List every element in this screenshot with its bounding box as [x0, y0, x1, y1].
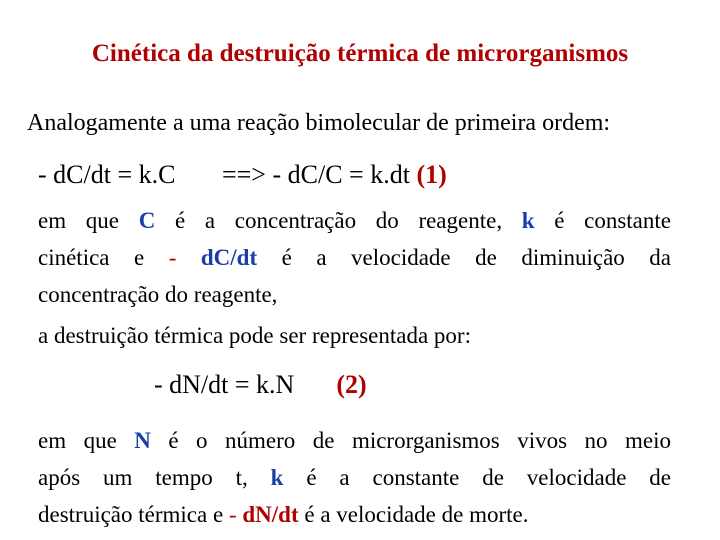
para3-text: destruição térmica e: [38, 502, 229, 527]
para3-text: é o número de microrganismos vivos no meio: [150, 428, 671, 453]
eq1-arrow: ==>: [221, 160, 266, 189]
var-k: k: [521, 208, 535, 233]
para1-space: [176, 245, 201, 270]
rate-dn-dt: dN/dt: [242, 502, 299, 527]
rate-dc-dt: dC/dt: [200, 245, 258, 270]
eq1-right-prefix: - d: [272, 160, 301, 189]
equation-2: [154, 370, 367, 400]
para3-text: em que: [38, 428, 135, 453]
para1-text: é a concentração do reagente,: [155, 208, 522, 233]
minus-sign: -: [168, 245, 177, 270]
para1-text: em que: [38, 208, 139, 233]
var-k: k: [270, 465, 284, 490]
var-n: N: [134, 428, 151, 453]
para1-text: é a velocidade de diminuição da: [257, 245, 671, 270]
para1-line-1: [38, 202, 671, 239]
para1-line-3: concentração do reagente,: [38, 282, 278, 307]
paragraph-1: [38, 202, 671, 313]
eq1-left-prefix: - d: [38, 160, 67, 189]
eq1-right: C/C = k.dt: [300, 160, 410, 189]
para3-text: é a velocidade de morte.: [298, 502, 529, 527]
para1-line-2: [38, 239, 671, 276]
minus-sign: -: [228, 502, 237, 527]
para3-text: é a constante de velocidade de: [283, 465, 671, 490]
para2-line: a destruição térmica pode ser representada por:: [38, 323, 471, 348]
para3-line-3: [38, 496, 671, 533]
para1-text: é constante: [534, 208, 671, 233]
slide-title: Cinética da destruição térmica de microrganismos: [91, 40, 629, 67]
eq1-number: (1): [416, 160, 447, 189]
para3-text: após um tempo t,: [38, 465, 271, 490]
eq2-number: (2): [336, 370, 367, 399]
para3-line-2: [38, 459, 671, 496]
paragraph-2: [38, 317, 671, 354]
para3-line-1: [38, 422, 671, 459]
intro-text: Analogamente a uma reação bimolecular de primeira ordem:: [27, 110, 611, 136]
para1-text: cinética e: [38, 245, 169, 270]
equation-1: [38, 160, 447, 190]
eq1-left: C/dt = k.C: [66, 160, 176, 189]
var-c: C: [138, 208, 156, 233]
eq2-expression: - dN/dt = k.N: [154, 370, 295, 399]
paragraph-3: [38, 422, 671, 533]
